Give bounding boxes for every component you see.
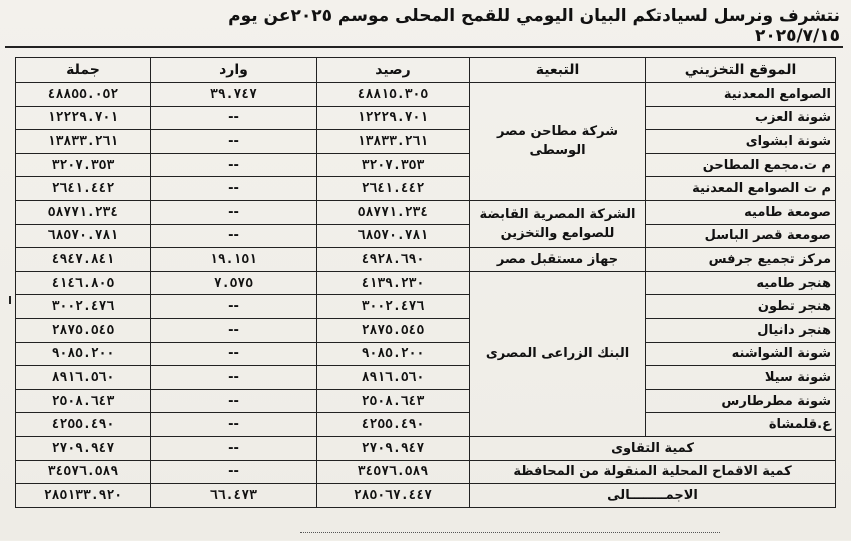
- incoming-cell: --: [151, 460, 317, 484]
- table-row: [16, 248, 836, 272]
- balance-cell: ٢٨٧٥.٥٤٥: [317, 318, 470, 342]
- total-cell: ٢٦٤١.٤٤٢: [16, 177, 151, 201]
- incoming-cell: --: [151, 200, 317, 224]
- header-location: الموقع التخزيني: [646, 58, 836, 83]
- total-cell: ٤٢٥٥.٤٩٠: [16, 413, 151, 437]
- location-cell: الصوامع المعدنية: [646, 83, 836, 107]
- affiliation-cell: البنك الزراعى المصرى: [470, 271, 646, 436]
- incoming-cell: --: [151, 177, 317, 201]
- incoming-cell: --: [151, 153, 317, 177]
- incoming-cell: ٣٩.٧٤٧: [151, 83, 317, 107]
- balance-cell: ٩٠٨٥.٢٠٠: [317, 342, 470, 366]
- balance-cell: ١٣٨٣٣.٢٦١: [317, 130, 470, 154]
- location-cell: هنجر دانيال: [646, 318, 836, 342]
- location-cell: هنجر طاميه: [646, 271, 836, 295]
- table-row: [16, 318, 836, 342]
- wheat-stock-table: [15, 57, 836, 508]
- balance-cell: ٨٩١٦.٥٦٠: [317, 366, 470, 390]
- seeds-row: [16, 436, 836, 460]
- table-row: [16, 295, 836, 319]
- total-cell: ٦٨٥٧٠.٧٨١: [16, 224, 151, 248]
- balance-cell: ٥٨٧٧١.٢٣٤: [317, 200, 470, 224]
- balance-cell: ٢٥٠٨.٦٤٣: [317, 389, 470, 413]
- balance-cell: ٤٨٨١٥.٣٠٥: [317, 83, 470, 107]
- title-rule: [5, 46, 843, 48]
- table-row: [16, 200, 836, 224]
- table-row: [16, 153, 836, 177]
- table-row: [16, 130, 836, 154]
- seeds-label: كمية التقاوى: [470, 436, 836, 460]
- affiliation-cell: الشركة المصرية القابضة للصوامع والتخزين: [470, 200, 646, 247]
- balance-cell: ٢٨٥٠٦٧.٤٤٧: [317, 484, 470, 508]
- balance-cell: ٤٢٥٥.٤٩٠: [317, 413, 470, 437]
- balance-cell: ٢٦٤١.٤٤٢: [317, 177, 470, 201]
- balance-cell: ٦٨٥٧٠.٧٨١: [317, 224, 470, 248]
- total-cell: ٨٩١٦.٥٦٠: [16, 366, 151, 390]
- location-cell: ع.قلمشاة: [646, 413, 836, 437]
- balance-cell: ٢٧٠٩.٩٤٧: [317, 436, 470, 460]
- margin-mark: [9, 296, 11, 304]
- total-cell: ٣٤٥٧٦.٥٨٩: [16, 460, 151, 484]
- location-cell: م ت.مجمع المطاحن: [646, 153, 836, 177]
- report-title: نتشرف ونرسل لسيادتكم البيان اليومي للقمح المحلى موسم ٢٠٢٥عن يوم ٢٠٢٥/٧/١٥: [228, 6, 840, 46]
- total-cell: ٤٩٤٧.٨٤١: [16, 248, 151, 272]
- table-header-row: [16, 58, 836, 83]
- table-row: [16, 389, 836, 413]
- location-cell: صومعة طاميه: [646, 200, 836, 224]
- total-cell: ٢٨٧٥.٥٤٥: [16, 318, 151, 342]
- transferred-row: [16, 460, 836, 484]
- location-cell: مركز تجميع جرفس: [646, 248, 836, 272]
- total-cell: ٢٧٠٩.٩٤٧: [16, 436, 151, 460]
- grand-total-row: [16, 484, 836, 508]
- incoming-cell: --: [151, 106, 317, 130]
- grand-total-label: الاجمــــــــالى: [470, 484, 836, 508]
- total-cell: ٢٨٥١٣٣.٩٢٠: [16, 484, 151, 508]
- table-row: [16, 413, 836, 437]
- incoming-cell: ٧.٥٧٥: [151, 271, 317, 295]
- location-cell: شونة الشواشنه: [646, 342, 836, 366]
- location-cell: شونة ابشواى: [646, 130, 836, 154]
- location-cell: شونة مطرطارس: [646, 389, 836, 413]
- total-cell: ١٣٨٣٣.٢٦١: [16, 130, 151, 154]
- incoming-cell: --: [151, 130, 317, 154]
- total-cell: ٤٨٨٥٥.٠٥٢: [16, 83, 151, 107]
- incoming-cell: --: [151, 342, 317, 366]
- balance-cell: ٣٠٠٢.٤٧٦: [317, 295, 470, 319]
- total-cell: ٥٨٧٧١.٢٣٤: [16, 200, 151, 224]
- table-row: [16, 83, 836, 107]
- table-row: [16, 177, 836, 201]
- incoming-cell: --: [151, 366, 317, 390]
- balance-cell: ٤١٣٩.٢٣٠: [317, 271, 470, 295]
- incoming-cell: --: [151, 224, 317, 248]
- incoming-cell: --: [151, 413, 317, 437]
- incoming-cell: --: [151, 436, 317, 460]
- transferred-label: كمية الاقماح المحلية المنقولة من المحافظة: [470, 460, 836, 484]
- total-cell: ٣٢٠٧.٣٥٣: [16, 153, 151, 177]
- balance-cell: ٤٩٢٨.٦٩٠: [317, 248, 470, 272]
- location-cell: شونة سيلا: [646, 366, 836, 390]
- table-row: [16, 342, 836, 366]
- incoming-cell: --: [151, 295, 317, 319]
- incoming-cell: --: [151, 389, 317, 413]
- balance-cell: ٣٤٥٧٦.٥٨٩: [317, 460, 470, 484]
- incoming-cell: ٦٦.٤٧٣: [151, 484, 317, 508]
- location-cell: هنجر تطون: [646, 295, 836, 319]
- total-cell: ٢٥٠٨.٦٤٣: [16, 389, 151, 413]
- total-cell: ١٢٢٢٩.٧٠١: [16, 106, 151, 130]
- total-cell: ٩٠٨٥.٢٠٠: [16, 342, 151, 366]
- table-row: [16, 106, 836, 130]
- affiliation-cell: شركة مطاحن مصر الوسطى: [470, 83, 646, 201]
- header-incoming: وارد: [151, 58, 317, 83]
- location-cell: شونة العزب: [646, 106, 836, 130]
- total-cell: ٤١٤٦.٨٠٥: [16, 271, 151, 295]
- location-cell: م ت الصوامع المعدنية: [646, 177, 836, 201]
- table-row: [16, 224, 836, 248]
- total-cell: ٣٠٠٢.٤٧٦: [16, 295, 151, 319]
- balance-cell: ١٢٢٢٩.٧٠١: [317, 106, 470, 130]
- header-total: جملة: [16, 58, 151, 83]
- incoming-cell: ١٩.١٥١: [151, 248, 317, 272]
- balance-cell: ٣٢٠٧.٣٥٣: [317, 153, 470, 177]
- header-balance: رصيد: [317, 58, 470, 83]
- table-row: [16, 271, 836, 295]
- table-row: [16, 366, 836, 390]
- location-cell: صومعة قصر الباسل: [646, 224, 836, 248]
- incoming-cell: --: [151, 318, 317, 342]
- affiliation-cell: جهاز مستقبل مصر: [470, 248, 646, 272]
- header-affiliation: التبعية: [470, 58, 646, 83]
